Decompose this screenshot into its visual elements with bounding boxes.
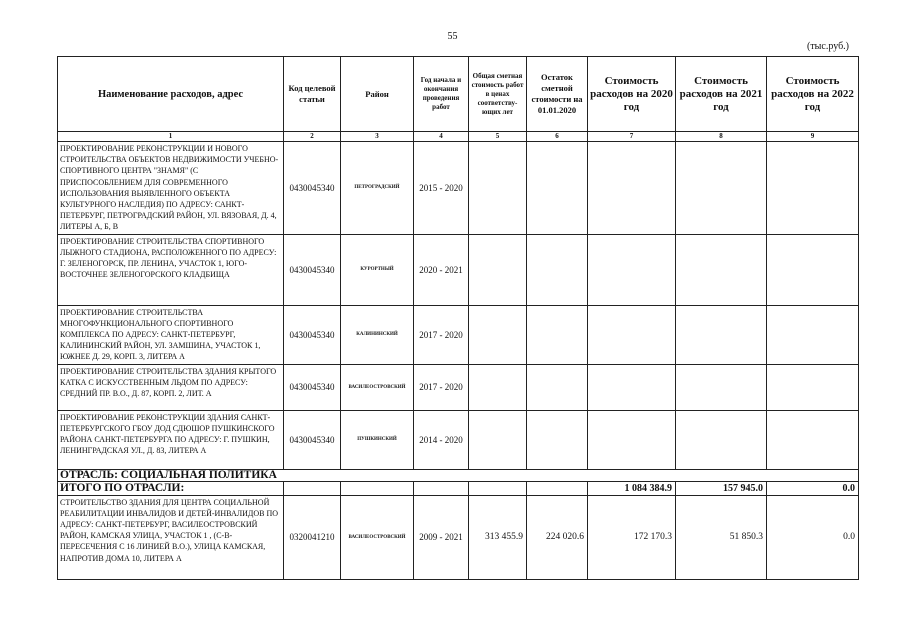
target-code: 0320041210 xyxy=(284,495,341,579)
remaining-cost xyxy=(527,364,588,410)
header-name: Наименование расходов, адрес xyxy=(58,57,284,132)
remaining-cost xyxy=(527,410,588,469)
district: ПЕТРОГРАДСКИЙ xyxy=(341,142,414,235)
years: 2014 - 2020 xyxy=(414,410,469,469)
expense-name: СТРОИТЕЛЬСТВО ЗДАНИЯ ДЛЯ ЦЕНТРА СОЦИАЛЬНОЙ РЕАБИЛИТАЦИИ ИНВАЛИДОВ И ДЕТЕЙ-ИНВАЛИДОВ ПО АДРЕСУ: САНКТ-ПЕТЕРБУРГ, ВАСИЛЕОСТРОВСКИЙ РАЙОН, КАМСКАЯ УЛИЦА, УЧАСТОК 1 , (С-В-ПЕРЕСЕЧЕНИЯ С 16 ЛИНИЕЙ В.О.), УЛИЦА КАМСКАЯ, НАПРОТИВ ДОМА 10, ЛИТЕРА А xyxy=(58,495,284,579)
header-years: Год начала и окончания проведения работ xyxy=(414,57,469,132)
remaining-cost xyxy=(527,234,588,305)
total-2022: 0.0 xyxy=(767,481,859,495)
total-cost xyxy=(469,410,527,469)
column-number: 2 xyxy=(284,132,341,142)
total-row xyxy=(58,481,859,495)
total-cost xyxy=(469,142,527,235)
cost-2022: 0.0 xyxy=(767,495,859,579)
district: КУРОРТНЫЙ xyxy=(341,234,414,305)
empty-cell xyxy=(414,481,469,495)
cost-2020: 172 170.3 xyxy=(588,495,676,579)
column-number: 3 xyxy=(341,132,414,142)
total-cost xyxy=(469,234,527,305)
total-cost: 313 455.9 xyxy=(469,495,527,579)
cost-2021 xyxy=(676,234,767,305)
cost-2020 xyxy=(588,142,676,235)
cost-2022 xyxy=(767,142,859,235)
units-label: (тыс.руб.) xyxy=(806,41,849,52)
column-number: 5 xyxy=(469,132,527,142)
column-number: 9 xyxy=(767,132,859,142)
years: 2017 - 2020 xyxy=(414,305,469,364)
cost-2021 xyxy=(676,305,767,364)
years: 2020 - 2021 xyxy=(414,234,469,305)
header-2022: Стоимость расходов на 2022 год xyxy=(767,57,859,132)
header-2020: Стоимость расходов на 2020 год xyxy=(588,57,676,132)
header-code: Код целевой статьи xyxy=(284,57,341,132)
cost-2021: 51 850.3 xyxy=(676,495,767,579)
cost-2020 xyxy=(588,234,676,305)
table-row xyxy=(58,305,859,364)
budget-table xyxy=(57,56,859,580)
page-number: 55 xyxy=(447,31,458,42)
table-row xyxy=(58,364,859,410)
district: ВАСИЛЕОСТРОВСКИЙ xyxy=(341,364,414,410)
header-remaining: Остаток сметной стоимости на 01.01.2020 xyxy=(527,57,588,132)
cost-2022 xyxy=(767,234,859,305)
years: 2009 - 2021 xyxy=(414,495,469,579)
cost-2020 xyxy=(588,410,676,469)
cost-2021 xyxy=(676,142,767,235)
column-number: 4 xyxy=(414,132,469,142)
district: ВАСИЛЕОСТРОВСКИЙ xyxy=(341,495,414,579)
header-total-cost: Общая сметная стоимость работ в ценах соответству-ющих лет xyxy=(469,57,527,132)
target-code: 0430045340 xyxy=(284,364,341,410)
expense-name: ПРОЕКТИРОВАНИЕ СТРОИТЕЛЬСТВА ЗДАНИЯ КРЫТОГО КАТКА С ИСКУССТВЕННЫМ ЛЬДОМ ПО АДРЕСУ: СРЕДНИЙ ПР. В.О., Д. 87, КОРП. 2, ЛИТ. А xyxy=(58,364,284,410)
table-row xyxy=(58,410,859,469)
remaining-cost xyxy=(527,305,588,364)
expense-name: ПРОЕКТИРОВАНИЕ РЕКОНСТРУКЦИИ И НОВОГО СТРОИТЕЛЬСТВА ОБЪЕКТОВ НЕДВИЖИМОСТИ УЧЕБНО-СПОРТИВНОГО ЦЕНТРА "ЗНАМЯ" (С ПРИСПОСОБЛЕНИЕМ ДЛЯ СОВРЕМЕННОГО ИСПОЛЬЗОВАНИЯ ВЫЯВЛЕННОГО ОБЪЕКТА КУЛЬТУРНОГО НАСЛЕДИЯ) ПО АДРЕСУ: САНКТ-ПЕТЕРБУРГ, ПЕТРОГРАДСКИЙ РАЙОН, УЛ. ВЯЗОВАЯ, Д. 4, ЛИТЕРЫ А, Б, В xyxy=(58,142,284,235)
target-code: 0430045340 xyxy=(284,305,341,364)
years: 2015 - 2020 xyxy=(414,142,469,235)
cost-2022 xyxy=(767,305,859,364)
total-2020: 1 084 384.9 xyxy=(588,481,676,495)
section-row xyxy=(58,469,859,481)
column-number: 6 xyxy=(527,132,588,142)
column-number: 7 xyxy=(588,132,676,142)
empty-cell xyxy=(527,481,588,495)
column-number: 8 xyxy=(676,132,767,142)
empty-cell xyxy=(341,481,414,495)
remaining-cost xyxy=(527,142,588,235)
column-number-row xyxy=(58,132,859,142)
cost-2022 xyxy=(767,410,859,469)
district: КАЛИНИНСКИЙ xyxy=(341,305,414,364)
total-cost xyxy=(469,305,527,364)
target-code: 0430045340 xyxy=(284,142,341,235)
expense-name: ПРОЕКТИРОВАНИЕ СТРОИТЕЛЬСТВА МНОГОФУНКЦИОНАЛЬНОГО СПОРТИВНОГО КОМПЛЕКСА ПО АДРЕСУ: САНКТ-ПЕТЕРБУРГ, КАЛИНИНСКИЙ РАЙОН, УЛ. ЗАМШИНА, УЧАСТОК 1, ЮЖНЕЕ Д. 29, КОРП. 3, ЛИТЕРА А xyxy=(58,305,284,364)
years: 2017 - 2020 xyxy=(414,364,469,410)
table-row xyxy=(58,234,859,305)
table-row xyxy=(58,495,859,579)
expense-name: ПРОЕКТИРОВАНИЕ СТРОИТЕЛЬСТВА СПОРТИВНОГО ЛЫЖНОГО СТАДИОНА, РАСПОЛОЖЕННОГО ПО АДРЕСУ: Г. ЗЕЛЕНОГОРСК, ПР. ЛЕНИНА, УЧАСТОК 1, ЮГО-ВОСТОЧНЕЕ ЗЕЛЕНОГОРСКОГО КЛАДБИЩА xyxy=(58,234,284,305)
target-code: 0430045340 xyxy=(284,410,341,469)
header-row xyxy=(58,57,859,132)
empty-cell xyxy=(469,481,527,495)
cost-2021 xyxy=(676,364,767,410)
section-title: ОТРАСЛЬ: СОЦИАЛЬНАЯ ПОЛИТИКА xyxy=(58,469,859,481)
table-row xyxy=(58,142,859,235)
total-label: ИТОГО ПО ОТРАСЛИ: xyxy=(58,481,284,495)
column-number: 1 xyxy=(58,132,284,142)
header-region: Район xyxy=(341,57,414,132)
target-code: 0430045340 xyxy=(284,234,341,305)
cost-2020 xyxy=(588,364,676,410)
cost-2020 xyxy=(588,305,676,364)
empty-cell xyxy=(284,481,341,495)
cost-2021 xyxy=(676,410,767,469)
remaining-cost: 224 020.6 xyxy=(527,495,588,579)
header-2021: Стоимость расходов на 2021 год xyxy=(676,57,767,132)
total-cost xyxy=(469,364,527,410)
expense-name: ПРОЕКТИРОВАНИЕ РЕКОНСТРУКЦИИ ЗДАНИЯ САНКТ-ПЕТЕРБУРГСКОГО ГБОУ ДОД СДЮШОР ПУШКИНСКОГО РАЙОНА САНКТ-ПЕТЕРБУРГА ПО АДРЕСУ: Г. ПУШКИН, ЛЕНИНГРАДСКАЯ УЛ., Д. 83, ЛИТЕРА А xyxy=(58,410,284,469)
cost-2022 xyxy=(767,364,859,410)
district: ПУШКИНСКИЙ xyxy=(341,410,414,469)
total-2021: 157 945.0 xyxy=(676,481,767,495)
